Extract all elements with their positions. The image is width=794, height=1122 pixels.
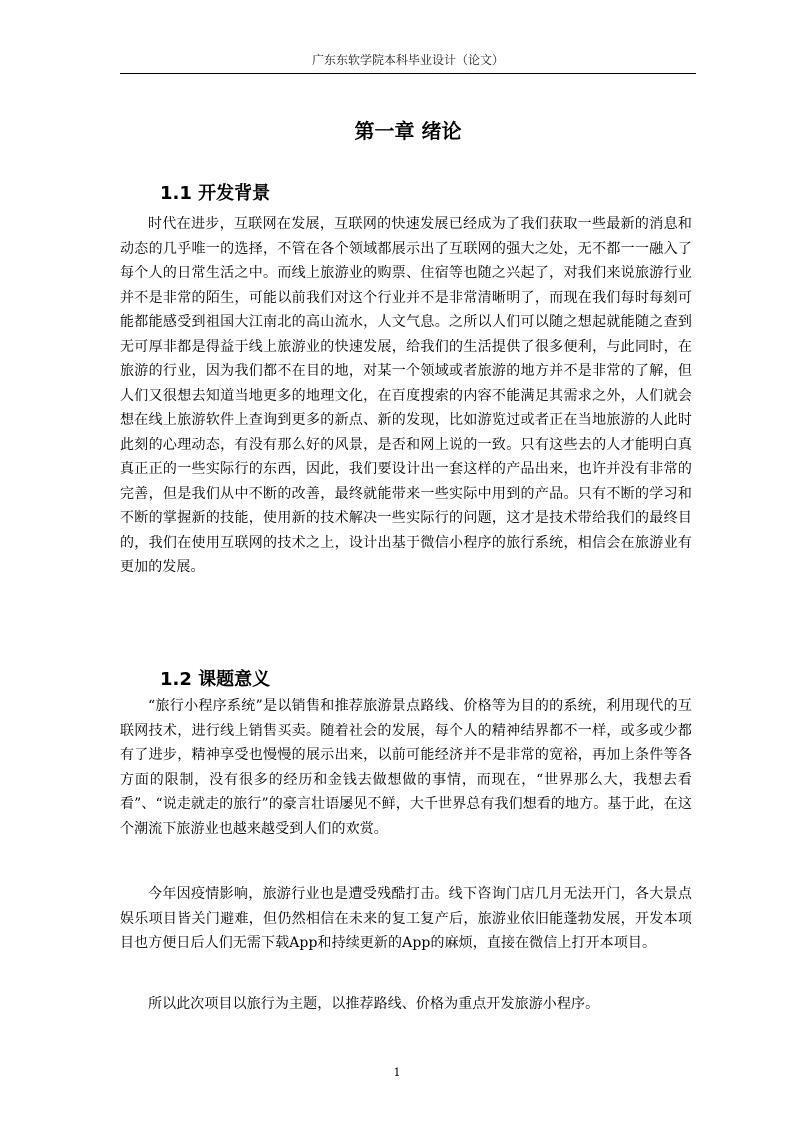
paragraph-significance-1: “旅行小程序系统”是以销售和推荐旅游景点路线、价格等为目的的系统，利用现代的互联网技术，进行线上销售买卖。随着社会的发展，每个人的精神结界都不一样，或多或少都有了进步，精神享受也慢慢的展示出来，以前可能经济并不是非常的宽裕，再加上条件等各方面的限制，没有很多的经历和金钱去做想做的事情，而现在，“世界那么大，我想去看看”、“说走就走的旅行”的豪言壮语屡见不鲜，大千世界总有我们想看的地方。基于此，在这个潮流下旅游业也越来越受到人们的欢赏。 bbox=[120, 698, 692, 837]
page-number: 1 bbox=[393, 1066, 401, 1079]
paragraph-background: 时代在进步，互联网在发展，互联网的快速发展已经成为了我们获取一些最新的消息和动态的几乎唯一的选择，不管在各个领域都展示出了互联网的强大之处，无不都一一融入了每个人的日常生活之中。而线上旅游业的购票、住宿等也随之兴起了，对我们来说旅游行业并不是非常的陌生，可能以前我们对这个行业并不是非常清晰明了，而现在我们每时每刻可能都能感受到祖国大江南北的高山流水，人文气息。之所以人们可以随之想起就能随之查到无可厚非都是得益于线上旅游业的快速发展，给我们的生活提供了很多便利，与此同时，在旅游的行业，因为我们都不在目的地，对某一个领域或者旅游的地方并不是非常的了解，但人们又很想去知道当地更多的地理文化，在百度搜索的内容不能满足其需求之外，人们就会想在线上旅游软件上查询到更多的新点、新的发现，比如游览过或者正在当地旅游的人此时此刻的心理动态，有没有那么好的风景，是否和网上说的一致。只有这些去的人才能明白真真正正的一些实际行的东西，因此，我们要设计出一套这样的产品出来，也许并没有非常的完善，但是我们从中不断的改善，最终就能带来一些实际中用到的产品。只有不断的学习和不断的掌握新的技能，使用新的技术解决一些实际行的问题，这才是技术带给我们的最终目的，我们在使用互联网的技术之上，设计出基于微信小程序的旅行系统，相信会在旅游业有更加的发展。 bbox=[120, 216, 692, 575]
section-heading-background: 1.1 开发背景 bbox=[160, 183, 271, 204]
header-divider bbox=[120, 73, 696, 74]
chapter-title: 第一章 绪论 bbox=[354, 119, 462, 143]
page-header: 广东东软学院本科毕业设计（论文） bbox=[311, 53, 504, 67]
paragraph-significance-3: 所以此次项目以旅行为主题，以推荐路线、价格为重点开发旅游小程序。 bbox=[148, 996, 600, 1012]
paragraph-significance-2: 今年因疫情影响，旅游行业也是遭受残酷打击。线下咨询门店几月无法开门，各大景点娱乐项目皆关门避难，但仍然相信在未来的复工复产后，旅游业依旧能蓬勃发展，开发本项目也方便日后人们无需下载App和持续更新的App的麻烦，直接在微信上打开本项目。 bbox=[120, 886, 692, 951]
section-heading-significance: 1.2 课题意义 bbox=[160, 669, 271, 690]
